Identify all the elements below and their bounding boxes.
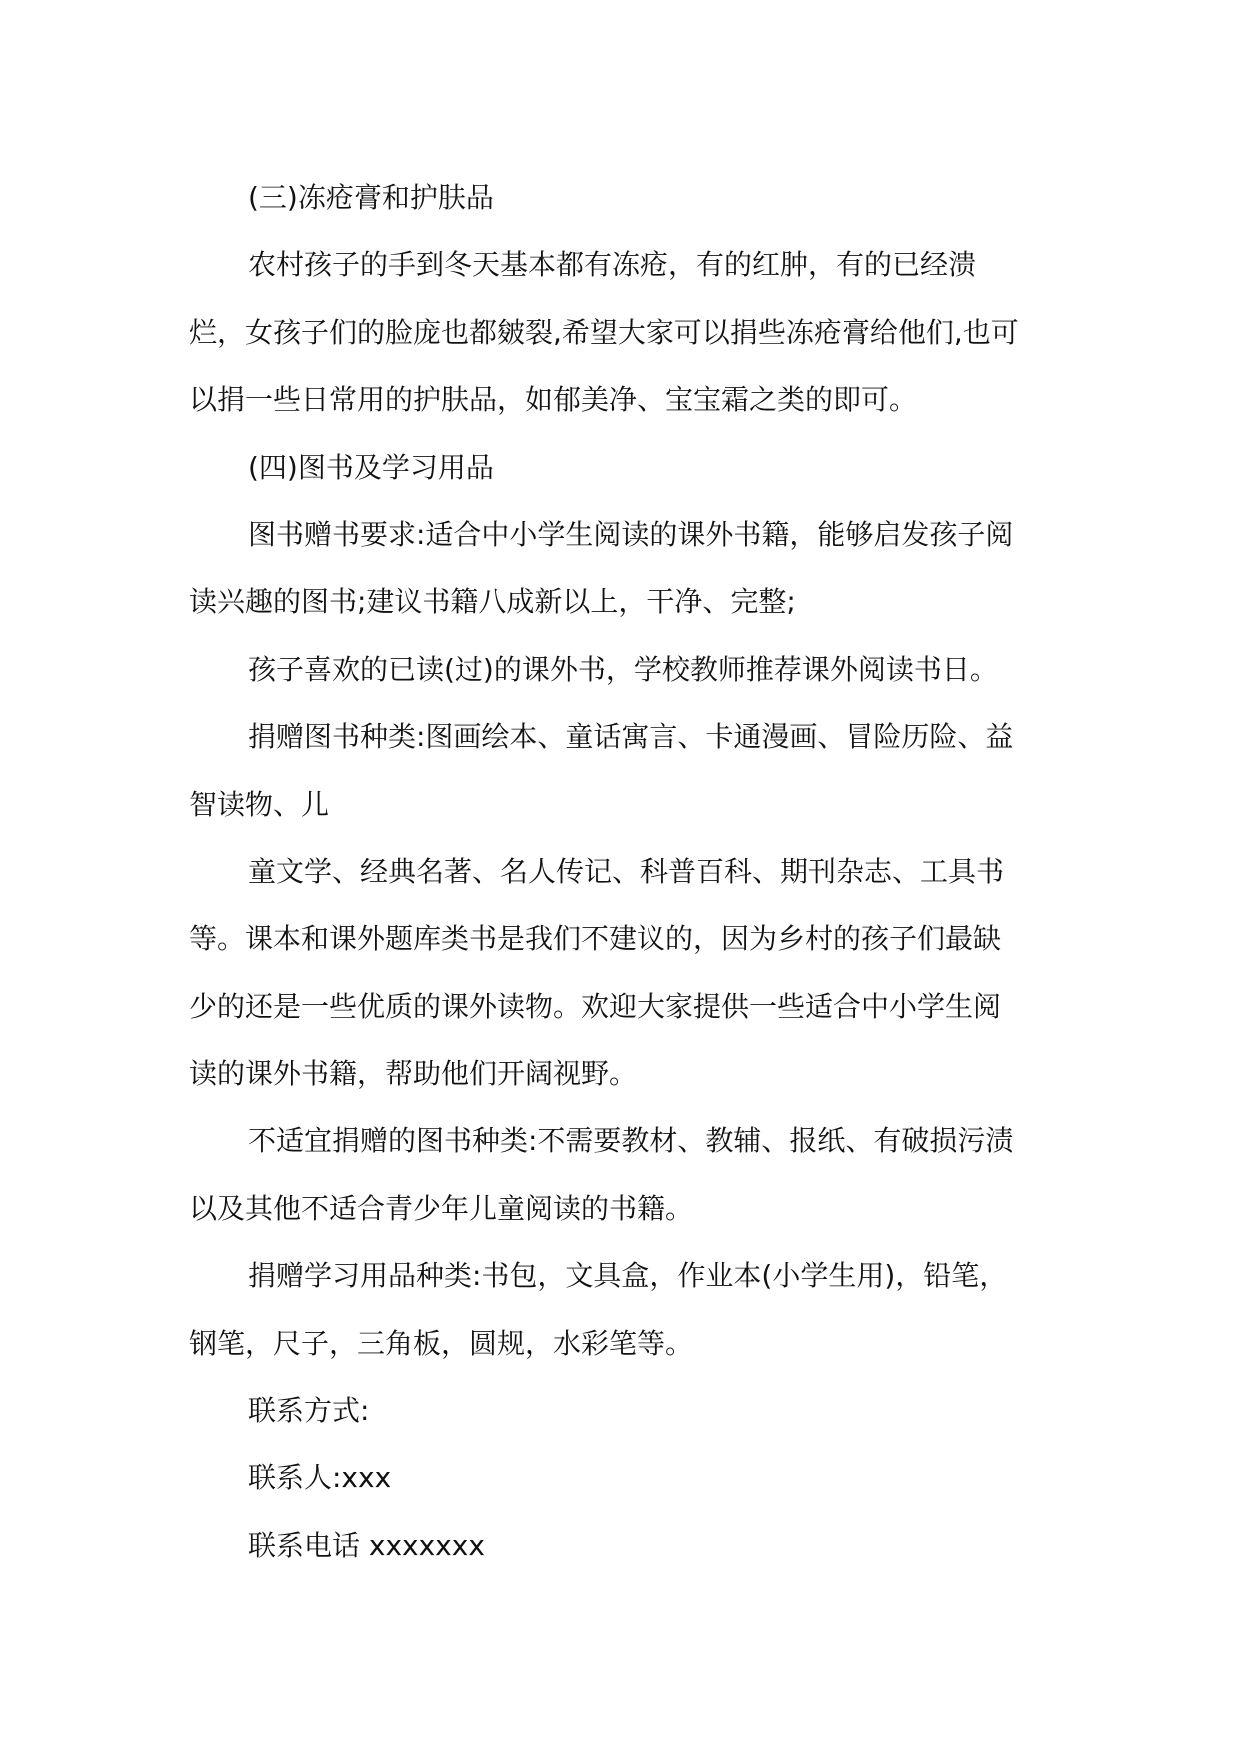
text-line: 捐赠图书种类:图画绘本、童话寓言、卡通漫画、冒险历险、益 bbox=[248, 720, 1014, 754]
document-body bbox=[189, 164, 1089, 1579]
text-line: 读的课外书籍，帮助他们开阔视野。 bbox=[189, 1057, 638, 1091]
text-line: 以及其他不适合青少年儿童阅读的书籍。 bbox=[189, 1191, 694, 1225]
text-line: 读兴趣的图书;建议书籍八成新以上，干净、完整; bbox=[189, 585, 796, 619]
text-line: 不适宜捐赠的图书种类:不需要教材、教辅、报纸、有破损污渍 bbox=[248, 1124, 1014, 1158]
text-line: 钢笔，尺子，三角板，圆规，水彩笔等。 bbox=[189, 1326, 694, 1360]
text-line: 孩子喜欢的已读(过)的课外书，学校教师推荐课外阅读书日。 bbox=[248, 652, 998, 686]
text-line: 智读物、儿 bbox=[189, 787, 330, 821]
text-line: 联系人:xxx bbox=[248, 1461, 392, 1495]
text-line: 捐赠学习用品种类:书包，文具盒，作业本(小学生用)，铅笔， bbox=[248, 1259, 1008, 1293]
text-line: 图书赠书要求:适合中小学生阅读的课外书籍，能够启发孩子阅 bbox=[248, 517, 1014, 551]
text-line: 童文学、经典名著、名人传记、科普百科、期刊杂志、工具书 bbox=[248, 854, 1005, 888]
text-line: 联系方式: bbox=[248, 1394, 370, 1428]
text-line: 烂，女孩子们的脸庞也都皴裂,希望大家可以捐些冻疮膏给他们,也可 bbox=[189, 315, 1019, 349]
text-line: (四)图书及学习用品 bbox=[248, 450, 494, 484]
text-line: (三)冻疮膏和护肤品 bbox=[248, 181, 494, 214]
text-line: 联系电话 xxxxxxx bbox=[248, 1528, 485, 1562]
text-line: 等。课本和课外题库类书是我们不建议的，因为乡村的孩子们最缺 bbox=[189, 922, 1002, 956]
text-line: 以捐一些日常用的护肤品，如郁美净、宝宝霜之类的即可。 bbox=[189, 383, 918, 417]
text-line: 农村孩子的手到冬天基本都有冻疮，有的红肿，有的已经溃 bbox=[248, 248, 977, 282]
text-line: 少的还是一些优质的课外读物。欢迎大家提供一些适合中小学生阅 bbox=[189, 989, 1002, 1023]
